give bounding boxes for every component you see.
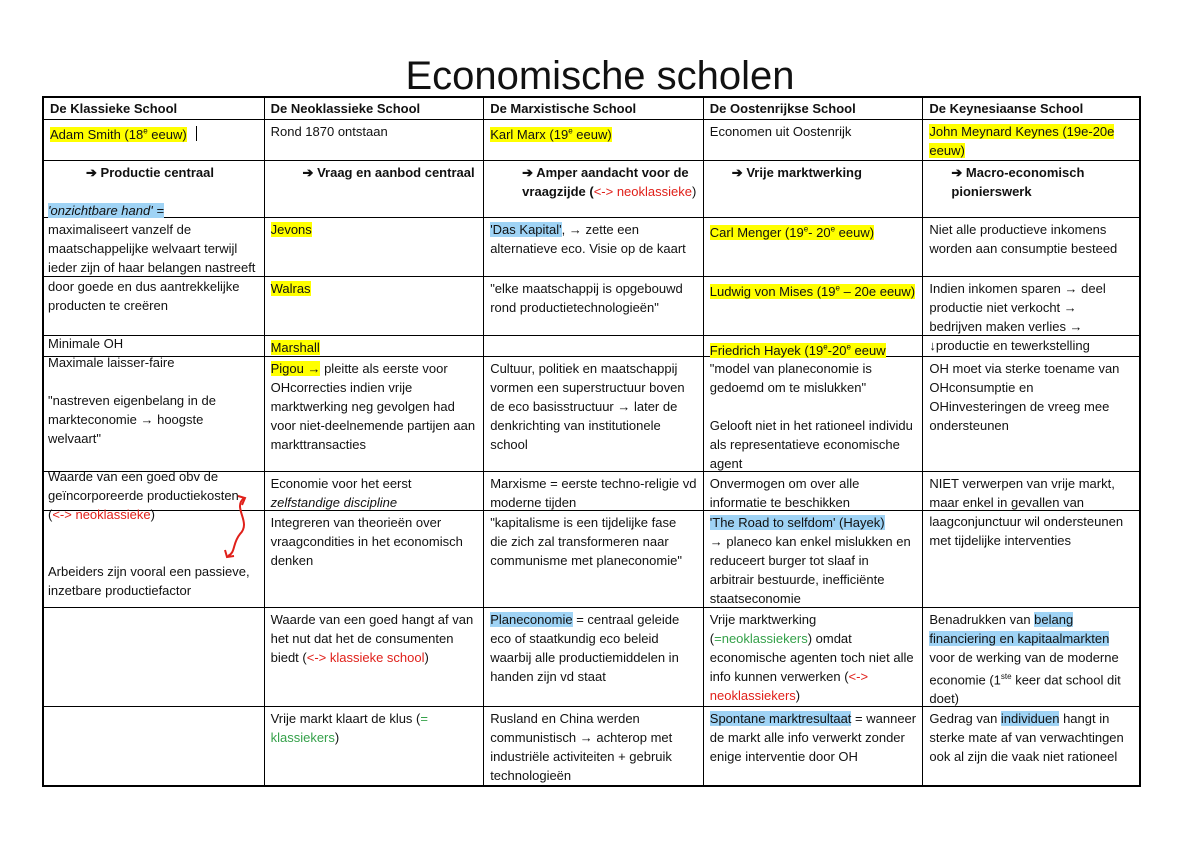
cell-classic-founder: Adam Smith (18e eeuw) (44, 120, 264, 160)
cell-keynes-founder: John Meynard Keynes (19e-20e eeuw) (922, 120, 1139, 160)
header-austrian: De Oostenrijkse School (703, 98, 923, 119)
table-row: Economie voor het eerst zelfstandige discipline Marxisme = eerste techno-religie vd moderne tijden Onvermogen om over alle informatie te beschikken NIET verwerpen van vrije markt, maar enkel in gevallen van laagconjunctuur wil ondersteunen met tijdelijke interventies (44, 471, 1139, 510)
arrow-right-icon: ➔ (86, 165, 97, 180)
table-row: Vrije markt klaart de klus (= klassiekers) Rusland en China werden communistisch → achterop met industriële activiteiten + gebruik technologieën Spontane marktresultaat = wanneer de markt alle info verwerkt zonder enige interventie door OH Gedrag van individuen hangt in sterke mate af van verwachtingen ook al zijn die vaak niet rationeel (44, 706, 1139, 785)
header-keynesian: De Keynesiaanse School (922, 98, 1139, 119)
header-marxist: De Marxistische School (483, 98, 703, 119)
table-row: Pigou → pleitte als eerste voor OHcorrecties indien vrije marktwerking neg gevolgen had voor niet-deelnemende partijen aan markttransacties Cultuur, politiek en maatschappij vormen een superstructuur boven de eco basisstructuur → later de denkrichting van institutionele school "model van planeconomie is gedoemd om te mislukken" Gelooft niet in het rationeel individu als representatieve economische agent OH moet via sterke toename van OHconsumptie en OHinvesteringen de vreeg mee ondersteunen (44, 356, 1139, 471)
table-row: Integreren van theorieën over vraagcondities in het economisch denken "kapitalisme is een tijdelijke fase die zich zal transformeren naar communisme met planeconomie" 'The Road to selfdom' (Hayek) → planeco kan enkel mislukken en reduceert burger tot slaaf in arbitrair bestuurde, inefficiënte staatseconomie (44, 510, 1139, 607)
header-neoclassic: De Neoklassieke School (264, 98, 484, 119)
red-curved-arrow-icon (222, 494, 256, 564)
arrow-right-icon: ➔ (731, 165, 743, 180)
classic-column-text: ➔ Productie centraal 'onzichtbare hand' = maximaliseert vanzelf de maatschappelijke welvaart terwijl ieder zijn of haar belangen nastreeft door goede en dus aantrekkelijke producten te creëren Minimale OH Maximale laisser-faire "nastreven eigenbelang in de markteconomie → hoogste welvaart" Waarde van een goed obv de geïncorporeerde productiekosten (<-> neoklassieke) Arbeiders zijn vooral een passieve, inzetbare productiefactor (48, 165, 256, 598)
table-row: Marshall Friedrich Hayek (19e-20e eeuw (44, 335, 1139, 356)
cell-marx-founder: Karl Marx (19e eeuw) (483, 120, 703, 160)
arrow-right-icon: ➔ (951, 165, 963, 180)
table-header-row (44, 98, 1139, 119)
cell-marx-focus: ➔ Amper aandacht voor de vraagzijde (<-> neoklassieke) (483, 161, 703, 217)
cell-austria-focus: ➔ Vrije marktwerking (703, 161, 923, 217)
cell-neo-founder: Rond 1870 ontstaan (264, 120, 484, 160)
jevons-label: Jevons (270, 222, 312, 237)
table-row-founders (44, 119, 1139, 160)
table-row: Jevons 'Das Kapital', → zette een alternatieve eco. Visie op de kaart Carl Menger (19e- 20e eeuw) Niet alle productieve inkomens worden aan consumptie besteed (44, 217, 1139, 276)
cell-neo-focus: ➔ Vraag en aanbod centraal (264, 161, 484, 217)
page-title: Economische scholen (405, 54, 795, 98)
cell-keynes-focus: ➔ Macro-economisch pionierswerk (922, 161, 1139, 217)
table-row: Walras "elke maatschappij is opgebouwd rond productietechnologieën" Ludwig von Mises (19e – 20e eeuw) Indien inkomen sparen → deel productie niet verkocht → bedrijven maken verlies → ↓productie en tewerkstelling (44, 276, 1139, 335)
header-classic: De Klassieke School (50, 101, 178, 116)
arrow-right-icon: ➔ (302, 165, 314, 180)
table-row: Waarde van een goed hangt af van het nut dat het de consumenten biedt (<-> klassieke school) Planeconomie = centraal geleide eco of staatkundig eco beleid waarbij alle productiemiddelen in handen zijn vd staat Vrije marktwerking (=neoklassiekers) omdat economische agenten toch niet alle info kunnen verwerken (<-> neoklassiekers) Benadrukken van belang financiering en kapitaalmarkten voor de werking van de moderne economie (1ste keer dat school dit doet) (44, 607, 1139, 706)
cell-austria-founder: Economen uit Oostenrijk (703, 120, 923, 160)
arrow-right-icon: ➔ (522, 165, 534, 180)
